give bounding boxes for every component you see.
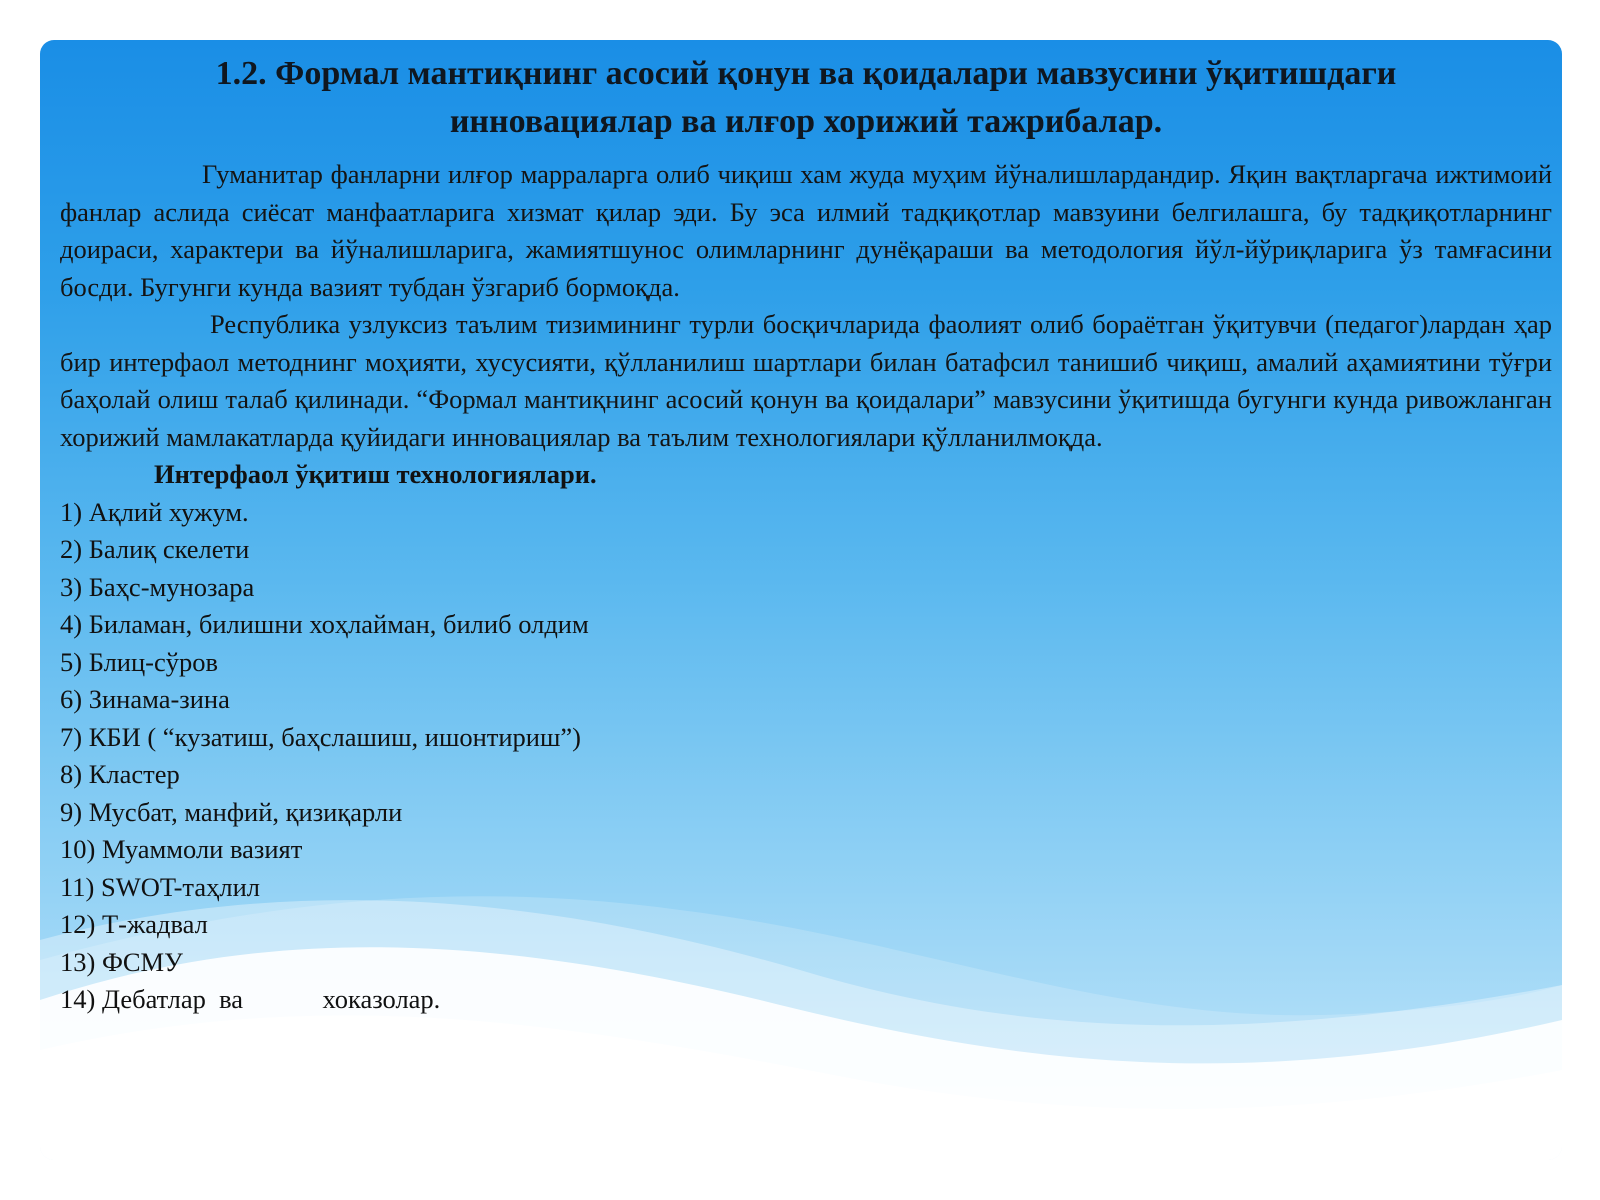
- slide-content: [60, 50, 1552, 1150]
- paragraph-2: Республика узлуксиз таълим тизимининг турли босқичларида фаолият олиб бораётган ўқитувчи (педагог)лардан ҳар бир интерфаол методнинг моҳияти, хусусияти, қўлланилиш шартлари билан батафсил танишиб чиқиш, амалий аҳамиятини тўғри баҳолай олиш талаб қилинади. “Формал мантиқнинг асосий қонун ва қоидалари” мавзусини ўқитишда бугунги кунда ривожланган хорижий мамлакатларда қуйидаги инновациялар ва таълим технологиялари қўлланилмоқда.: [60, 309, 1552, 452]
- list-item: 3) Баҳс-мунозара: [60, 571, 255, 602]
- list-item: 1) Ақлий хужум.: [60, 496, 249, 527]
- list-item: 9) Мусбат, манфий, қизиқарли: [60, 796, 403, 827]
- list-item: 11) SWOT-таҳлил: [60, 871, 260, 902]
- list-item: 5) Блиц-сўров: [60, 646, 219, 677]
- paragraph-1: Гуманитар фанларни илғор марраларга олиб чиқиш хам жуда муҳим йўналишлардандир. Яқин вақтларгача ижтимоий фанлар аслида сиёсат манфаатларига хизмат қилар эди. Бу эса илмий тадқиқотлар мавзуини белгилашга, бу тадқиқотларнинг доираси, характери ва йўналишларига, жамиятшунос олимларнинг дунёқараши ва методология йўл-йўриқларига ўз тамғасини босди. Бугунги кунда вазият тубдан ўзгариб бормоқда.: [60, 159, 1552, 302]
- list-item: 13) ФСМУ: [60, 946, 183, 977]
- title-line-2: инновациялар ва илғор хорижий тажрибалар.: [449, 103, 1163, 140]
- list-item: 14) Дебатлар ва хоказолар.: [60, 984, 441, 1014]
- list-item: 7) КБИ ( “кузатиш, баҳслашиш, ишонтириш”): [60, 721, 581, 752]
- title-line-1: 1.2. Формал мантиқнинг асосий қонун ва қоидалари мавзусини ўқитишдаги: [215, 55, 1397, 92]
- technology-list: [60, 494, 1552, 1019]
- list-item: 8) Кластер: [60, 759, 180, 789]
- list-item: 12) Т-жадвал: [60, 909, 208, 939]
- list-item: 2) Балиқ скелети: [60, 534, 250, 564]
- list-item: 10) Муаммоли вазият: [60, 834, 303, 864]
- subheading: Интерфаол ўқитиш технологиялари.: [154, 459, 597, 489]
- slide-title: [60, 50, 1552, 146]
- list-item: 4) Биламан, билишни хоҳлайман, билиб олдим: [60, 609, 589, 639]
- list-item: 6) Зинама-зина: [60, 684, 230, 714]
